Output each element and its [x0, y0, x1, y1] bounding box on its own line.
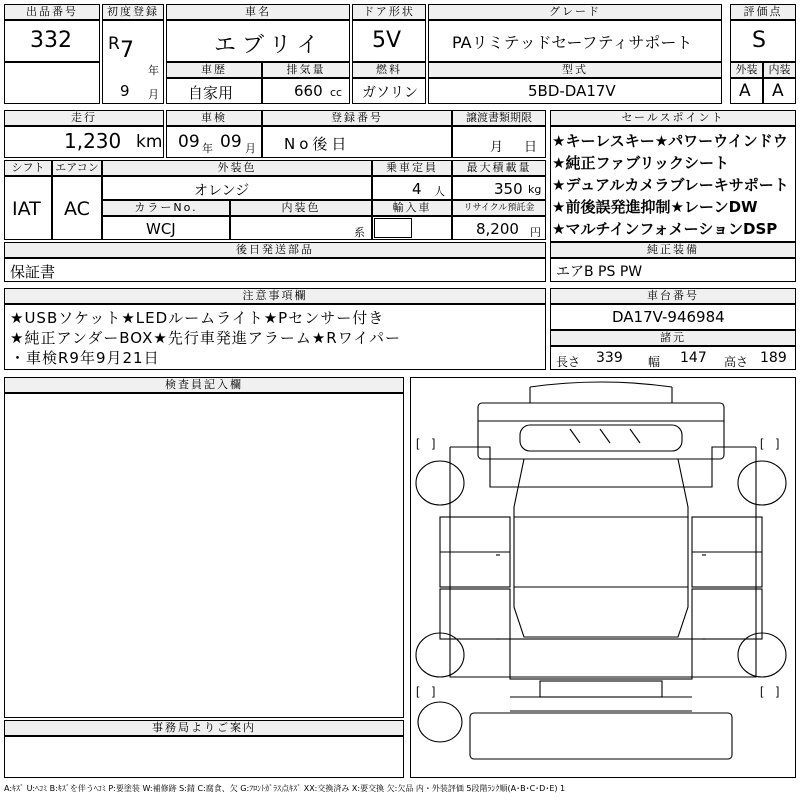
history-header: 車歴: [166, 62, 262, 78]
int-score: A: [772, 81, 784, 101]
svg-text:[: [: [760, 684, 764, 698]
equipment-header: 純正装備: [550, 242, 796, 258]
later-parts-cell: [4, 258, 546, 282]
transfer-month: 月: [490, 140, 504, 155]
model: 5BD-DA17V: [528, 82, 616, 100]
later-parts: 保証書: [10, 263, 56, 281]
mileage-unit: km: [136, 132, 163, 152]
int-color-cell: [230, 216, 372, 240]
width-label: 幅: [648, 355, 661, 369]
capacity-header: 乗車定員: [372, 160, 452, 176]
lot-no-header: 出品番号: [4, 4, 100, 20]
load: 350: [494, 180, 523, 198]
sales-point-1: ★キーレスキー★パワーウインドウ: [552, 132, 788, 150]
fuel-header: 燃料: [352, 62, 426, 78]
transfer-day: 日: [524, 140, 538, 155]
length: 339: [596, 350, 623, 366]
door: 5V: [372, 28, 402, 53]
door-header: ドア形状: [352, 4, 426, 20]
car-diagram-icon: [410, 377, 796, 778]
int-score-header: 内装: [763, 62, 796, 78]
inspector-header: 検査員記入欄: [4, 377, 404, 393]
insp-month-unit: 月: [245, 142, 256, 155]
notes-header: 注意事項欄: [4, 288, 546, 304]
svg-text:[: [: [416, 436, 420, 450]
car-name: エブリイ: [214, 33, 325, 58]
first-reg-month: 9: [120, 82, 130, 100]
load-header: 最大積載量: [452, 160, 546, 176]
specs-header: 諸元: [550, 330, 796, 346]
note-line-3: ・車検R9年9月21日: [10, 349, 160, 367]
height: 189: [760, 350, 787, 366]
history: 自家用: [188, 84, 234, 102]
ext-score: A: [739, 81, 751, 101]
shift: IAT: [12, 198, 41, 220]
sales-point-3: ★デュアルカメラブレーキサポート: [552, 176, 789, 194]
office-box: [4, 736, 404, 778]
displacement-unit: cc: [330, 86, 343, 99]
model-header: 型式: [428, 62, 722, 78]
import-header: 輸入車: [372, 200, 452, 216]
color: オレンジ: [194, 183, 250, 199]
height-label: 高さ: [724, 355, 749, 369]
sales-point-2: ★純正ファブリックシート: [552, 154, 729, 172]
transfer-header: 譲渡書類期限: [452, 110, 546, 126]
note-line-2: ★純正アンダーBOX★先行車発進アラーム★Rワイパー: [10, 329, 401, 347]
shift-header: シフト: [4, 160, 52, 176]
ac-header: エアコン: [52, 160, 102, 176]
int-color-suffix: 系: [354, 226, 365, 239]
import-check: [374, 218, 412, 238]
lot-no: 332: [30, 28, 72, 53]
car-name-header: 車名: [166, 4, 350, 20]
ext-score-header: 外装: [730, 62, 763, 78]
lot-blank-cell: [4, 62, 100, 104]
width: 147: [680, 350, 707, 366]
length-label: 長さ: [556, 355, 581, 369]
svg-text:[: [: [760, 436, 764, 450]
insp-year: 09: [178, 132, 200, 152]
fuel: ガソリン: [362, 85, 418, 101]
chassis-no: DA17V-946984: [612, 308, 725, 326]
inspector-box: [4, 393, 404, 718]
chassis-header: 車台番号: [550, 288, 796, 304]
displacement: 660: [294, 82, 323, 100]
svg-text:]: ]: [776, 684, 780, 698]
later-parts-header: 後日発送部品: [4, 242, 546, 258]
color-no-header: カラーNo.: [102, 200, 230, 216]
reg-no-header: 登録番号: [262, 110, 452, 126]
mileage-header: 走行: [4, 110, 164, 126]
recycle: 8,200: [476, 220, 519, 238]
equipment: エアB PS PW: [556, 264, 643, 280]
first-reg-era: R: [108, 34, 120, 54]
load-unit: kg: [528, 183, 542, 196]
grade: PAリミテッドセーフティサポート: [452, 33, 693, 52]
sales-header: セールスポイント: [550, 110, 796, 126]
sales-point-5: ★マルチインフォメーションDSP: [552, 220, 778, 238]
ac: AC: [64, 198, 90, 220]
first-reg-header: 初度登録: [102, 4, 164, 20]
svg-text:]: ]: [776, 436, 780, 450]
insp-year-unit: 年: [202, 142, 213, 155]
office-header: 事務局よりご案内: [4, 720, 404, 736]
mileage: 1,230: [64, 129, 122, 153]
reg-no: No後日: [284, 135, 351, 153]
score-header: 評価点: [730, 4, 796, 20]
svg-text:]: ]: [432, 684, 436, 698]
inspection-header: 車検: [166, 110, 262, 126]
capacity-unit: 人: [434, 185, 445, 198]
score: S: [752, 28, 766, 53]
grade-header: グレード: [428, 4, 722, 20]
int-color-header: 内装色: [230, 200, 372, 216]
recycle-header: リサイクル預託金: [452, 200, 546, 216]
color-header: 外装色: [102, 160, 372, 176]
svg-text:[: [: [416, 684, 420, 698]
displacement-header: 排気量: [262, 62, 350, 78]
insp-month: 09: [220, 132, 242, 152]
first-reg-year-unit: 年: [148, 64, 159, 77]
first-reg-year: 7: [120, 38, 134, 63]
recycle-unit: 円: [530, 226, 541, 239]
capacity: 4: [412, 180, 422, 198]
svg-text:]: ]: [432, 436, 436, 450]
first-reg-month-unit: 月: [148, 88, 159, 101]
color-no: WCJ: [146, 220, 176, 238]
legend: A:ｷｽﾞ U:ﾍｺﾐ B:ｷｽﾞを伴うﾍｺﾐ P:要塗装 W:補修跡 S:錆 C:腐食、欠 G:ﾌﾛﾝﾄｶﾞﾗｽ点ｷｽﾞ XX:交換済み X:要交換 欠:欠品 内・外装評価 5段階ﾗﾝｸ順(A･B･C･D･E) 1: [4, 784, 566, 793]
note-line-1: ★USBソケット★LEDルームライト★Pセンサー付き: [10, 309, 385, 327]
sales-point-4: ★前後誤発進抑制★レーンDW: [552, 198, 758, 216]
